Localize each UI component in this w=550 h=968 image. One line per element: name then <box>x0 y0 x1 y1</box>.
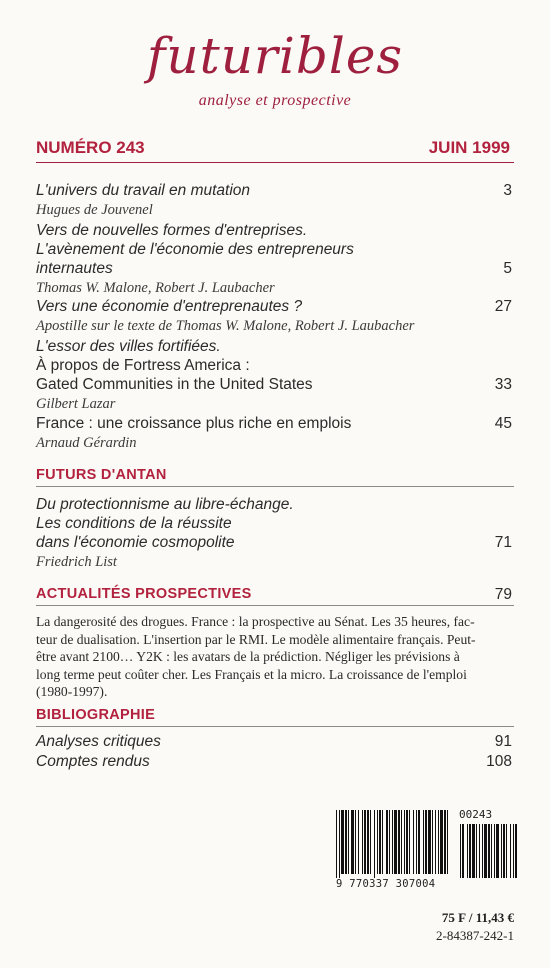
barcode-bar <box>362 810 363 874</box>
price: 75 F / 11,43 € <box>441 910 514 925</box>
issue-number: NUMÉRO 243 <box>36 138 145 157</box>
barcode-bar <box>438 810 439 874</box>
barcode-addon-bar <box>467 824 468 878</box>
barcode-bar <box>432 810 433 874</box>
barcode-addon-bar <box>484 824 487 878</box>
toc-page-3: 27 <box>494 298 512 315</box>
toc-author-4: Gilbert Lazar <box>36 396 116 412</box>
barcode-bar <box>382 810 383 874</box>
issue-date: JUIN 1999 <box>428 138 510 157</box>
toc-author-5: Arnaud Gérardin <box>36 435 137 451</box>
barcode-bar <box>447 810 448 874</box>
barcode-addon-bar <box>513 824 514 878</box>
barcode-bar <box>440 810 443 874</box>
barcode-bar <box>409 810 410 874</box>
actualites-line-4: long terme peut coûter cher. Les Français et la micro. La croissance de l'emploi <box>36 666 467 682</box>
toc-author-2: Thomas W. Malone, Robert J. Laubacher <box>36 280 275 296</box>
actualites-line-3: être avant 2100… Y2K : les avatars de la prédiction. Négliger les prévisions à <box>36 649 460 664</box>
barcode-addon-bar <box>472 824 475 878</box>
futurs-title-line-2: Les conditions de la réussite <box>36 515 232 532</box>
toc-title-3: Vers une économie d'entreprenautes ? <box>36 298 303 315</box>
barcode-bar <box>404 810 405 874</box>
toc-title-4-line-2: À propos de Fortress America : <box>36 357 250 374</box>
futurs-title-line-1: Du protectionnisme au libre-échange. <box>36 496 294 513</box>
actualites-line-5: (1980-1997). <box>36 684 108 699</box>
barcode-bar <box>351 810 354 874</box>
barcode-bar <box>336 810 337 878</box>
barcode-bar <box>394 810 397 874</box>
barcode-addon-bar <box>469 824 471 878</box>
barcode-addon-bar <box>501 824 502 878</box>
actualites-line-2: teur de dualisation. L'insertion par le RMI. Le modèle alimentaire français. Peut- <box>36 631 476 647</box>
barcode-bar <box>341 810 344 874</box>
barcode-bar <box>423 810 424 874</box>
barcode-addon-bar <box>510 824 511 878</box>
barcode-bar <box>398 810 400 874</box>
toc-page-2: 5 <box>503 260 512 277</box>
toc-title-4-line-1: L'essor des villes fortifiées. <box>36 338 221 355</box>
toc-page-5: 45 <box>494 415 512 432</box>
barcode-bar <box>444 810 446 874</box>
barcode-addon-bar <box>460 824 461 878</box>
actualites-page: 79 <box>494 586 512 603</box>
actualites-line-1: La dangerosité des drogues. France : la prospective au Sénat. Les 35 heures, fac- <box>36 614 475 629</box>
barcode-bar <box>339 810 340 878</box>
toc-title-2-line-2: L'avènement de l'économie des entrepreneurs <box>36 241 354 258</box>
barcode-bar <box>386 810 388 874</box>
futurs-author: Friedrich List <box>36 554 117 570</box>
barcode-bar <box>413 810 414 874</box>
futurs-page: 71 <box>494 534 512 551</box>
barcode-addon-bar <box>479 824 480 878</box>
barcode-addon-bar <box>482 824 483 878</box>
barcode-addon-bar <box>488 824 490 878</box>
barcode-addon-bar <box>496 824 499 878</box>
toc-author-1: Hugues de Jouvenel <box>36 202 153 218</box>
barcode-bar <box>416 810 417 874</box>
barcode-bar <box>370 810 371 874</box>
futurs-title-line-3: dans l'économie cosmopolite <box>36 534 235 551</box>
toc-author-3: Apostille sur le texte de Thomas W. Malone, Robert J. Laubacher <box>36 318 415 334</box>
toc-page-4: 33 <box>494 376 512 393</box>
section-rule-futurs <box>36 486 514 487</box>
section-heading-bibliographie: BIBLIOGRAPHIE <box>36 707 156 723</box>
section-heading-actualites: ACTUALITÉS PROSPECTIVES <box>36 586 252 602</box>
barcode-addon-bar <box>462 824 464 878</box>
masthead-subtitle: analyse et prospective <box>198 92 352 109</box>
barcode-bar <box>348 810 349 874</box>
barcode-addon-number: 00243 <box>459 808 493 821</box>
barcode-bar <box>374 810 375 878</box>
barcode-addon-bar <box>491 824 492 878</box>
toc-page-1: 3 <box>503 182 512 199</box>
barcode-bar <box>428 810 431 874</box>
actualites-summary <box>36 613 514 701</box>
barcode-bar <box>379 810 381 874</box>
barcode-bar <box>358 810 359 874</box>
barcode-bar <box>355 810 356 874</box>
toc-title-2-line-3: internautes <box>36 260 113 277</box>
barcode-bar <box>377 810 378 874</box>
biblio-item-analyses: Analyses critiques <box>36 733 161 750</box>
barcode-bar <box>401 810 402 874</box>
biblio-page-comptes: 108 <box>486 753 512 770</box>
barcode-bar <box>364 810 366 874</box>
toc-title-4-line-3: Gated Communities in the United States <box>36 376 313 393</box>
barcode-bar <box>406 810 408 874</box>
barcode-bar <box>425 810 427 874</box>
section-rule-actualites <box>36 605 514 606</box>
biblio-item-comptes: Comptes rendus <box>36 753 150 770</box>
toc-title-1: L'univers du travail en mutation <box>36 182 251 199</box>
barcode-addon-bar <box>506 824 507 878</box>
barcode-bar <box>392 810 393 874</box>
isbn: 2-84387-242-1 <box>436 928 514 943</box>
toc-title-5: France : une croissance plus riche en emplois <box>36 415 352 432</box>
barcode-number: 9 770337 307004 <box>336 878 436 890</box>
barcode-addon-bar <box>494 824 495 878</box>
masthead-title: futuribles <box>146 27 404 85</box>
issue-rule <box>36 162 514 163</box>
barcode-addon-bar <box>515 824 517 878</box>
section-rule-bibliographie <box>36 726 514 727</box>
biblio-page-analyses: 91 <box>494 733 512 750</box>
barcode-bar <box>367 810 369 874</box>
barcode-bar <box>435 810 436 874</box>
toc-title-2-line-1: Vers de nouvelles formes d'entreprises. <box>36 222 308 239</box>
barcode-bar <box>389 810 390 874</box>
barcode-addon-bar <box>476 824 477 878</box>
section-heading-futurs: FUTURS D'ANTAN <box>36 467 167 483</box>
barcode-bar <box>345 810 347 874</box>
barcode-addon-bar <box>503 824 505 878</box>
barcode-bar <box>418 810 420 874</box>
